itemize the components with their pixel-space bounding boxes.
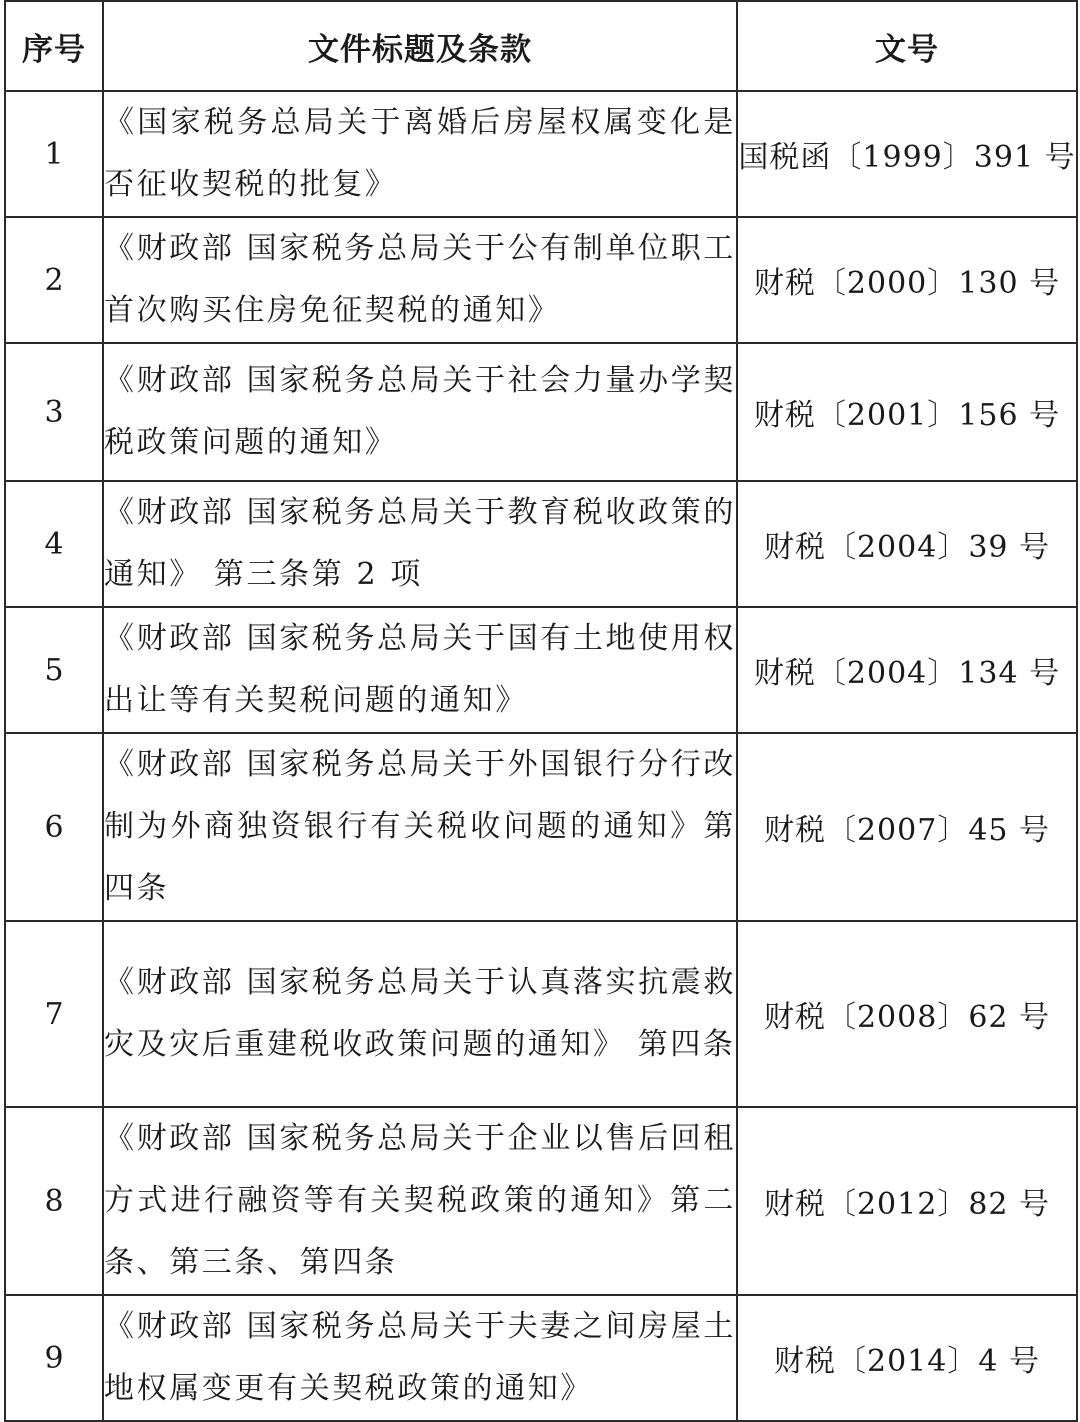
table-row	[5, 921, 1077, 1107]
row-doc-no: 财税〔2007〕45 号	[737, 733, 1077, 921]
row-number: 5	[5, 607, 103, 733]
row-doc-no: 财税〔2000〕130 号	[737, 217, 1077, 343]
row-number: 2	[5, 217, 103, 343]
table-row	[5, 1107, 1077, 1295]
row-number: 3	[5, 343, 103, 481]
table-row	[5, 217, 1077, 343]
row-title: 《财政部 国家税务总局关于社会力量办学契税政策问题的通知》	[103, 343, 737, 481]
row-doc-no: 财税〔2004〕39 号	[737, 481, 1077, 607]
row-doc-no: 财税〔2012〕82 号	[737, 1107, 1077, 1295]
header-number: 序号	[5, 1, 103, 91]
header-doc-no: 文号	[737, 1, 1077, 91]
table-header-row	[5, 1, 1077, 91]
row-title: 《财政部 国家税务总局关于公有制单位职工首次购买住房免征契税的通知》	[103, 217, 737, 343]
row-number: 7	[5, 921, 103, 1107]
row-number: 9	[5, 1295, 103, 1421]
row-doc-no: 财税〔2004〕134 号	[737, 607, 1077, 733]
row-title: 《财政部 国家税务总局关于国有土地使用权出让等有关契税问题的通知》	[103, 607, 737, 733]
row-title: 《财政部 国家税务总局关于认真落实抗震救灾及灾后重建税收政策问题的通知》 第四条	[103, 921, 737, 1107]
row-number: 1	[5, 91, 103, 217]
table-row	[5, 607, 1077, 733]
table-row	[5, 481, 1077, 607]
table-row	[5, 1295, 1077, 1421]
row-doc-no: 财税〔2001〕156 号	[737, 343, 1077, 481]
row-doc-no: 国税函〔1999〕391 号	[737, 91, 1077, 217]
table-row	[5, 343, 1077, 481]
row-title: 《国家税务总局关于离婚后房屋权属变化是否征收契税的批复》	[103, 91, 737, 217]
row-title: 《财政部 国家税务总局关于外国银行分行改制为外商独资银行有关税收问题的通知》第四条	[103, 733, 737, 921]
row-title: 《财政部 国家税务总局关于教育税收政策的通知》 第三条第 2 项	[103, 481, 737, 607]
header-title: 文件标题及条款	[103, 1, 737, 91]
row-number: 8	[5, 1107, 103, 1295]
table-row	[5, 91, 1077, 217]
row-title: 《财政部 国家税务总局关于企业以售后回租方式进行融资等有关契税政策的通知》第二条、第三条、第四条	[103, 1107, 737, 1295]
row-title: 《财政部 国家税务总局关于夫妻之间房屋土地权属变更有关契税政策的通知》	[103, 1295, 737, 1421]
table-row	[5, 733, 1077, 921]
row-doc-no: 财税〔2008〕62 号	[737, 921, 1077, 1107]
row-number: 4	[5, 481, 103, 607]
row-number: 6	[5, 733, 103, 921]
row-doc-no: 财税〔2014〕4 号	[737, 1295, 1077, 1421]
policy-documents-table	[4, 0, 1078, 1422]
